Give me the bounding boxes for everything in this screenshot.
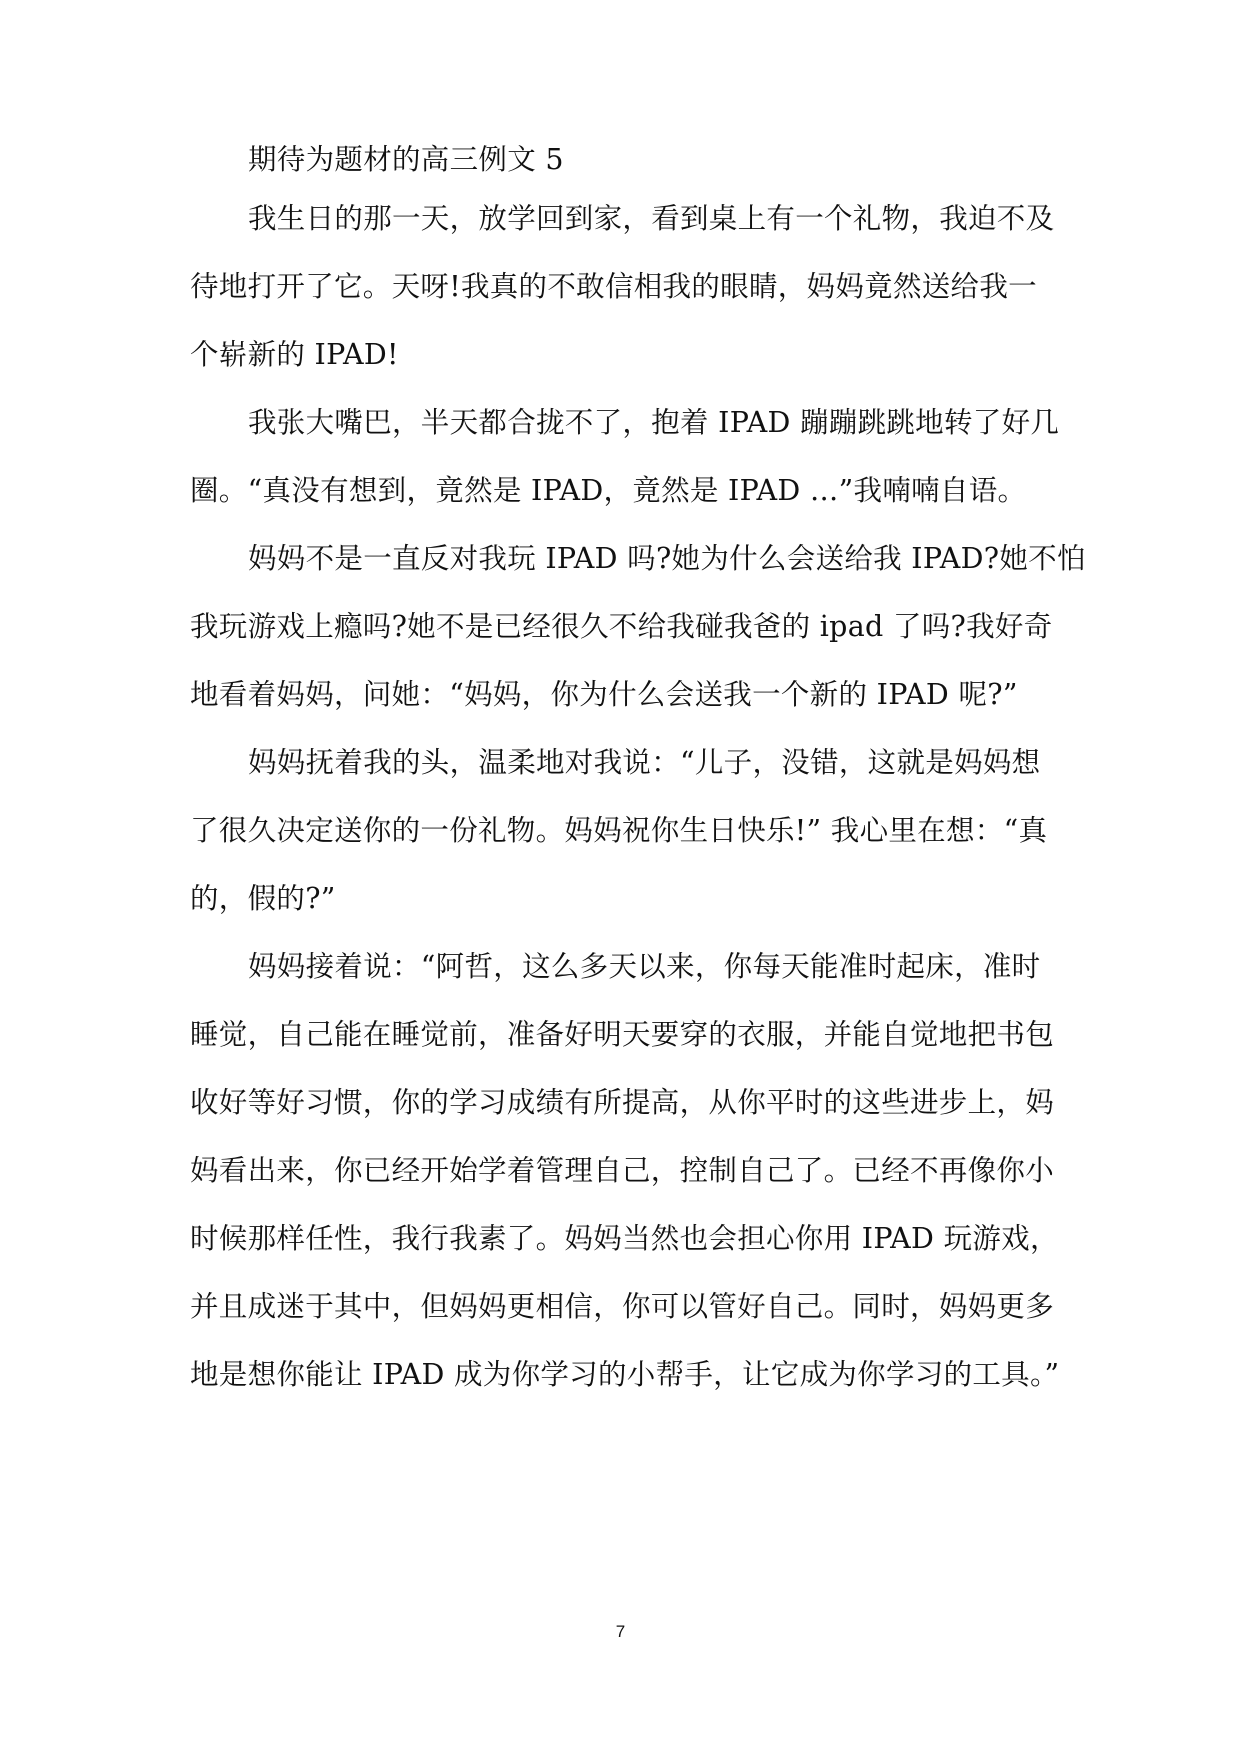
paragraph-4-line-1: 妈妈抚着我的头，温柔地对我说：“儿子，没错，这就是妈妈想 [248,746,1041,779]
paragraph-5-line-2: 睡觉，自己能在睡觉前，准备好明天要穿的衣服，并能自觉地把书包 [190,1018,1055,1051]
paragraph-5-line-5: 时候那样任性，我行我素了。妈妈当然也会担心你用 IPAD 玩游戏， [190,1222,1059,1255]
paragraph-5-line-4: 妈看出来，你已经开始学着管理自己，控制自己了。已经不再像你小 [190,1154,1055,1187]
paragraph-5-line-6: 并且成迷于其中，但妈妈更相信，你可以管好自己。同时，妈妈更多 [190,1290,1055,1323]
document-title: 期待为题材的高三例文 5 [248,143,564,176]
paragraph-2-line-2: 圈。“真没有想到，竟然是 IPAD，竟然是 IPAD …”我喃喃自语。 [190,474,1027,507]
paragraph-1-line-3: 个崭新的 IPAD! [190,338,399,371]
paragraph-5-line-1: 妈妈接着说：“阿哲，这么多天以来，你每天能准时起床，准时 [248,950,1041,983]
paragraph-3-line-2: 我玩游戏上瘾吗?她不是已经很久不给我碰我爸的 ipad 了吗?我好奇 [190,610,1053,643]
paragraph-1-line-1: 我生日的那一天，放学回到家，看到桌上有一个礼物，我迫不及 [248,202,1055,235]
page-number: 7 [615,1622,626,1641]
paragraph-3-line-1: 妈妈不是一直反对我玩 IPAD 吗?她为什么会送给我 IPAD?她不怕 [248,542,1086,575]
paragraph-2-line-1: 我张大嘴巴，半天都合拢不了，抱着 IPAD 蹦蹦跳跳地转了好几 [248,406,1060,439]
paragraph-3-line-3: 地看着妈妈，问她：“妈妈，你为什么会送我一个新的 IPAD 呢?” [190,678,1018,711]
paragraph-5-line-7: 地是想你能让 IPAD 成为你学习的小帮手，让它成为你学习的工具。” [190,1358,1060,1391]
paragraph-4-line-2: 了很久决定送你的一份礼物。妈妈祝你生日快乐!” 我心里在想：“真 [190,814,1048,847]
paragraph-5-line-3: 收好等好习惯，你的学习成绩有所提高，从你平时的这些进步上，妈 [190,1086,1055,1119]
paragraph-4-line-3: 的，假的?” [190,882,336,915]
paragraph-1-line-2: 待地打开了它。天呀!我真的不敢信相我的眼睛，妈妈竟然送给我一 [190,270,1037,303]
